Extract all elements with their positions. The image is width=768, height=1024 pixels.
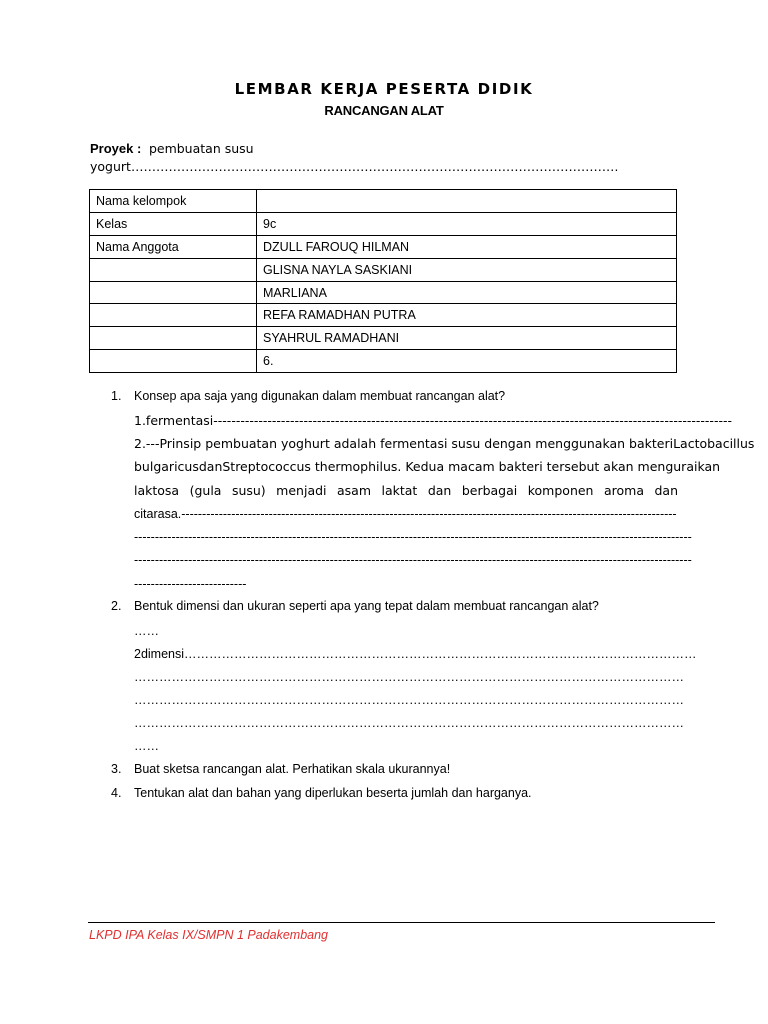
answer-2-line-1: …… xyxy=(134,624,159,638)
footer-divider xyxy=(88,922,715,923)
table-row xyxy=(90,190,677,213)
footer-text: LKPD IPA Kelas IX/SMPN 1 Padakembang xyxy=(89,928,329,942)
table-row xyxy=(90,281,677,304)
table-row xyxy=(90,327,677,350)
table-cell: REFA RAMADHAN PUTRA xyxy=(257,304,677,327)
answer-2-line-4: …………………………………………………………………………………………………………………… xyxy=(134,693,684,707)
table-row xyxy=(90,258,677,281)
question-text: Konsep apa saja yang digunakan dalam membuat rancangan alat? xyxy=(134,389,506,403)
project-value: pembuatan susu xyxy=(148,141,254,156)
project-row xyxy=(90,141,254,156)
answer-2-line-3: …………………………………………………………………………………………………………………… xyxy=(134,670,684,684)
table-cell: MARLIANA xyxy=(257,281,677,304)
answer-2-line-6: …… xyxy=(134,739,159,753)
question-number: 2. xyxy=(111,599,122,613)
group-info-table xyxy=(89,189,677,373)
table-row xyxy=(90,350,677,373)
question-number: 1. xyxy=(111,389,122,403)
answer-1-line-3: bulgaricusdanStreptococcus thermophilus. Kedua macam bakteri tersebut akan menguraikan xyxy=(134,459,721,474)
answer-2-line-5: …………………………………………………………………………………………………………………… xyxy=(134,716,684,730)
project-value-continued: yogurt……………………………………………………………………………………………………… xyxy=(90,159,619,174)
answer-1-line-2: 2.---Prinsip pembuatan yoghurt adalah fermentasi susu dengan menggunakan bakteriLactobacillus xyxy=(134,436,755,451)
answer-1-line-1: 1.fermentasi------------------------------------------------------------------------------------------------------------------- xyxy=(134,413,732,428)
answer-1-line-5: citarasa.----------------------------------------------------------------------------------------------------------------------- xyxy=(134,507,677,521)
question-number: 3. xyxy=(111,762,122,776)
project-label: Proyek : xyxy=(90,141,142,156)
question-text: Bentuk dimensi dan ukuran seperti apa yang tepat dalam membuat rancangan alat? xyxy=(134,599,599,613)
table-cell: 6. xyxy=(257,350,677,373)
table-cell: Nama kelompok xyxy=(90,190,257,213)
table-cell xyxy=(90,304,257,327)
table-row xyxy=(90,235,677,258)
table-cell xyxy=(90,258,257,281)
table-row xyxy=(90,304,677,327)
table-cell xyxy=(90,281,257,304)
table-cell: GLISNA NAYLA SASKIANI xyxy=(257,258,677,281)
answer-1-line-7: -------------------------------------------------------------------------------------------------------------------------------------- xyxy=(134,553,692,567)
document-title: LEMBAR KERJA PESERTA DIDIK xyxy=(234,80,534,98)
table-cell: Nama Anggota xyxy=(90,235,257,258)
answer-1-line-4: laktosa (gula susu) menjadi asam laktat dan berbagai komponen aroma dan xyxy=(134,483,678,498)
table-cell: Kelas xyxy=(90,212,257,235)
question-number: 4. xyxy=(111,786,122,800)
table-cell: SYAHRUL RAMADHANI xyxy=(257,327,677,350)
question-text: Buat sketsa rancangan alat. Perhatikan skala ukurannya! xyxy=(134,762,451,776)
table-cell xyxy=(90,350,257,373)
answer-1-line-8: --------------------------- xyxy=(134,577,247,591)
answer-2-line-2: 2dimensi…………………………………………………………………………………………………………… xyxy=(134,647,697,661)
table-cell xyxy=(257,190,677,213)
table-row xyxy=(90,212,677,235)
document-subtitle: RANCANGAN ALAT xyxy=(324,103,444,118)
table-cell: 9c xyxy=(257,212,677,235)
answer-1-line-6: -------------------------------------------------------------------------------------------------------------------------------------- xyxy=(134,530,692,544)
question-text: Tentukan alat dan bahan yang diperlukan beserta jumlah dan harganya. xyxy=(134,786,532,800)
table-cell xyxy=(90,327,257,350)
table-cell: DZULL FAROUQ HILMAN xyxy=(257,235,677,258)
